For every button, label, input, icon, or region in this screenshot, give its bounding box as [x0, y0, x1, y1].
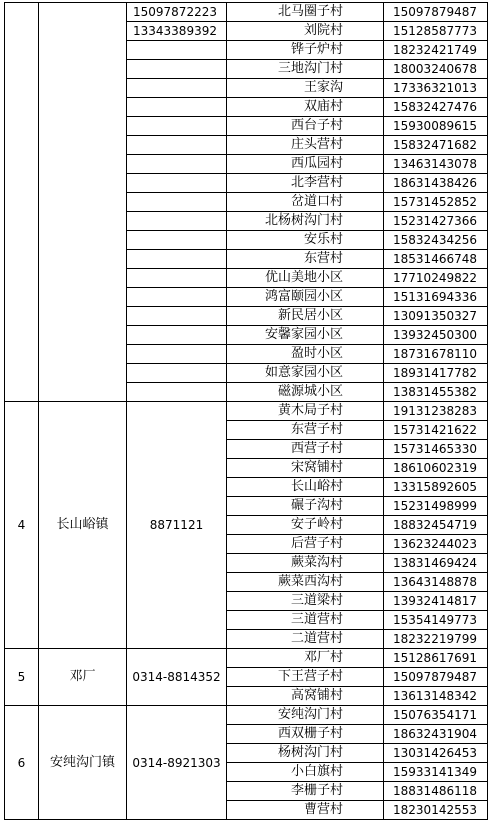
middle-phone	[127, 212, 227, 231]
village-name: 黄木局子村	[227, 402, 384, 421]
village-name: 西台子村	[227, 117, 384, 136]
village-name: 鸿富颐园小区	[227, 288, 384, 307]
middle-phone	[127, 79, 227, 98]
village-name: 西营子村	[227, 440, 384, 459]
village-phone: 15097879487	[384, 668, 488, 687]
village-name: 庄头营村	[227, 136, 384, 155]
village-name: 高窝铺村	[227, 687, 384, 706]
village-phone: 13623244023	[384, 535, 488, 554]
middle-phone: 13343389392	[127, 22, 227, 41]
village-phone: 13831469424	[384, 554, 488, 573]
village-name: 岔道口村	[227, 193, 384, 212]
table-row	[5, 3, 488, 22]
middle-phone	[127, 193, 227, 212]
village-phone: 13831455382	[384, 383, 488, 402]
middle-phone	[127, 155, 227, 174]
village-name: 铧子炉村	[227, 41, 384, 60]
group-index: 4	[5, 402, 39, 649]
village-phone: 15832434256	[384, 231, 488, 250]
village-phone: 18832454719	[384, 516, 488, 535]
village-phone: 13031426453	[384, 744, 488, 763]
town-name: 安纯沟门镇	[39, 706, 127, 820]
village-name: 盈时小区	[227, 345, 384, 364]
village-name: 北李营村	[227, 174, 384, 193]
village-phone: 18731678110	[384, 345, 488, 364]
village-name: 下王营子村	[227, 668, 384, 687]
village-phone: 15832471682	[384, 136, 488, 155]
village-phone: 15354149773	[384, 611, 488, 630]
village-phone: 18610602319	[384, 459, 488, 478]
village-phone: 15131694336	[384, 288, 488, 307]
table-row	[5, 402, 488, 421]
village-phone: 13932450300	[384, 326, 488, 345]
middle-phone	[127, 288, 227, 307]
village-phone: 15076354171	[384, 706, 488, 725]
village-phone: 15128587773	[384, 22, 488, 41]
village-phone: 15731421622	[384, 421, 488, 440]
village-name: 长山峪村	[227, 478, 384, 497]
village-name: 优山美地小区	[227, 269, 384, 288]
village-name: 新民居小区	[227, 307, 384, 326]
village-phone: 13932414817	[384, 592, 488, 611]
village-phone: 15128617691	[384, 649, 488, 668]
group-index: 5	[5, 649, 39, 706]
middle-phone	[127, 231, 227, 250]
middle-phone	[127, 269, 227, 288]
town-name: 长山峪镇	[39, 402, 127, 649]
village-phone: 13643148878	[384, 573, 488, 592]
village-name: 三地沟门村	[227, 60, 384, 79]
village-name: 曹营村	[227, 801, 384, 820]
village-name: 后营子村	[227, 535, 384, 554]
village-phone: 18831486118	[384, 782, 488, 801]
middle-phone	[127, 364, 227, 383]
village-name: 李栅子村	[227, 782, 384, 801]
town-name: 邓厂	[39, 649, 127, 706]
middle-phone	[127, 307, 227, 326]
village-name: 三道营村	[227, 611, 384, 630]
village-phone: 15097879487	[384, 3, 488, 22]
middle-phone	[127, 326, 227, 345]
village-name: 蕨菜西沟村	[227, 573, 384, 592]
village-name: 北杨树沟门村	[227, 212, 384, 231]
middle-phone	[127, 383, 227, 402]
village-name: 宋窝铺村	[227, 459, 384, 478]
village-phone: 18531466748	[384, 250, 488, 269]
village-name: 如意家园小区	[227, 364, 384, 383]
village-name: 安纯沟门村	[227, 706, 384, 725]
village-name: 西双栅子村	[227, 725, 384, 744]
village-contact-table	[4, 2, 488, 820]
group-index: 6	[5, 706, 39, 820]
village-phone: 15231427366	[384, 212, 488, 231]
village-phone: 18230142553	[384, 801, 488, 820]
table-body	[5, 3, 488, 820]
middle-phone	[127, 136, 227, 155]
village-phone: 18232421749	[384, 41, 488, 60]
village-phone: 13315892605	[384, 478, 488, 497]
village-name: 东营子村	[227, 421, 384, 440]
village-phone: 15933141349	[384, 763, 488, 782]
table-row	[5, 649, 488, 668]
village-phone: 18931417782	[384, 364, 488, 383]
village-phone: 17710249822	[384, 269, 488, 288]
village-name: 小白旗村	[227, 763, 384, 782]
middle-phone	[127, 41, 227, 60]
village-phone: 13613148342	[384, 687, 488, 706]
middle-phone	[127, 250, 227, 269]
village-phone: 18632431904	[384, 725, 488, 744]
group-index	[5, 3, 39, 402]
village-phone: 13091350327	[384, 307, 488, 326]
middle-phone: 15097872223	[127, 3, 227, 22]
village-phone: 13463143078	[384, 155, 488, 174]
village-name: 安馨家园小区	[227, 326, 384, 345]
village-phone: 17336321013	[384, 79, 488, 98]
village-phone: 19131238283	[384, 402, 488, 421]
town-phone: 0314-8921303	[127, 706, 227, 820]
village-name: 北马圈子村	[227, 3, 384, 22]
village-name: 杨树沟门村	[227, 744, 384, 763]
village-name: 东营村	[227, 250, 384, 269]
village-name: 碾子沟村	[227, 497, 384, 516]
village-phone: 18003240678	[384, 60, 488, 79]
town-name	[39, 3, 127, 402]
village-phone: 15231498999	[384, 497, 488, 516]
village-name: 蕨菜沟村	[227, 554, 384, 573]
village-phone: 15832427476	[384, 98, 488, 117]
town-phone: 8871121	[127, 402, 227, 649]
village-name: 磁源城小区	[227, 383, 384, 402]
village-phone: 18631438426	[384, 174, 488, 193]
village-name: 三道梁村	[227, 592, 384, 611]
village-phone: 15930089615	[384, 117, 488, 136]
middle-phone	[127, 345, 227, 364]
town-phone: 0314-8814352	[127, 649, 227, 706]
village-name: 西瓜园村	[227, 155, 384, 174]
village-phone: 15731452852	[384, 193, 488, 212]
table-row	[5, 706, 488, 725]
village-name: 刘院村	[227, 22, 384, 41]
middle-phone	[127, 174, 227, 193]
village-name: 二道营村	[227, 630, 384, 649]
village-name: 安子岭村	[227, 516, 384, 535]
village-name: 双庙村	[227, 98, 384, 117]
village-phone: 18232219799	[384, 630, 488, 649]
village-phone: 15731465330	[384, 440, 488, 459]
village-name: 王家沟	[227, 79, 384, 98]
village-name: 安乐村	[227, 231, 384, 250]
middle-phone	[127, 60, 227, 79]
middle-phone	[127, 117, 227, 136]
village-name: 邓厂村	[227, 649, 384, 668]
middle-phone	[127, 98, 227, 117]
